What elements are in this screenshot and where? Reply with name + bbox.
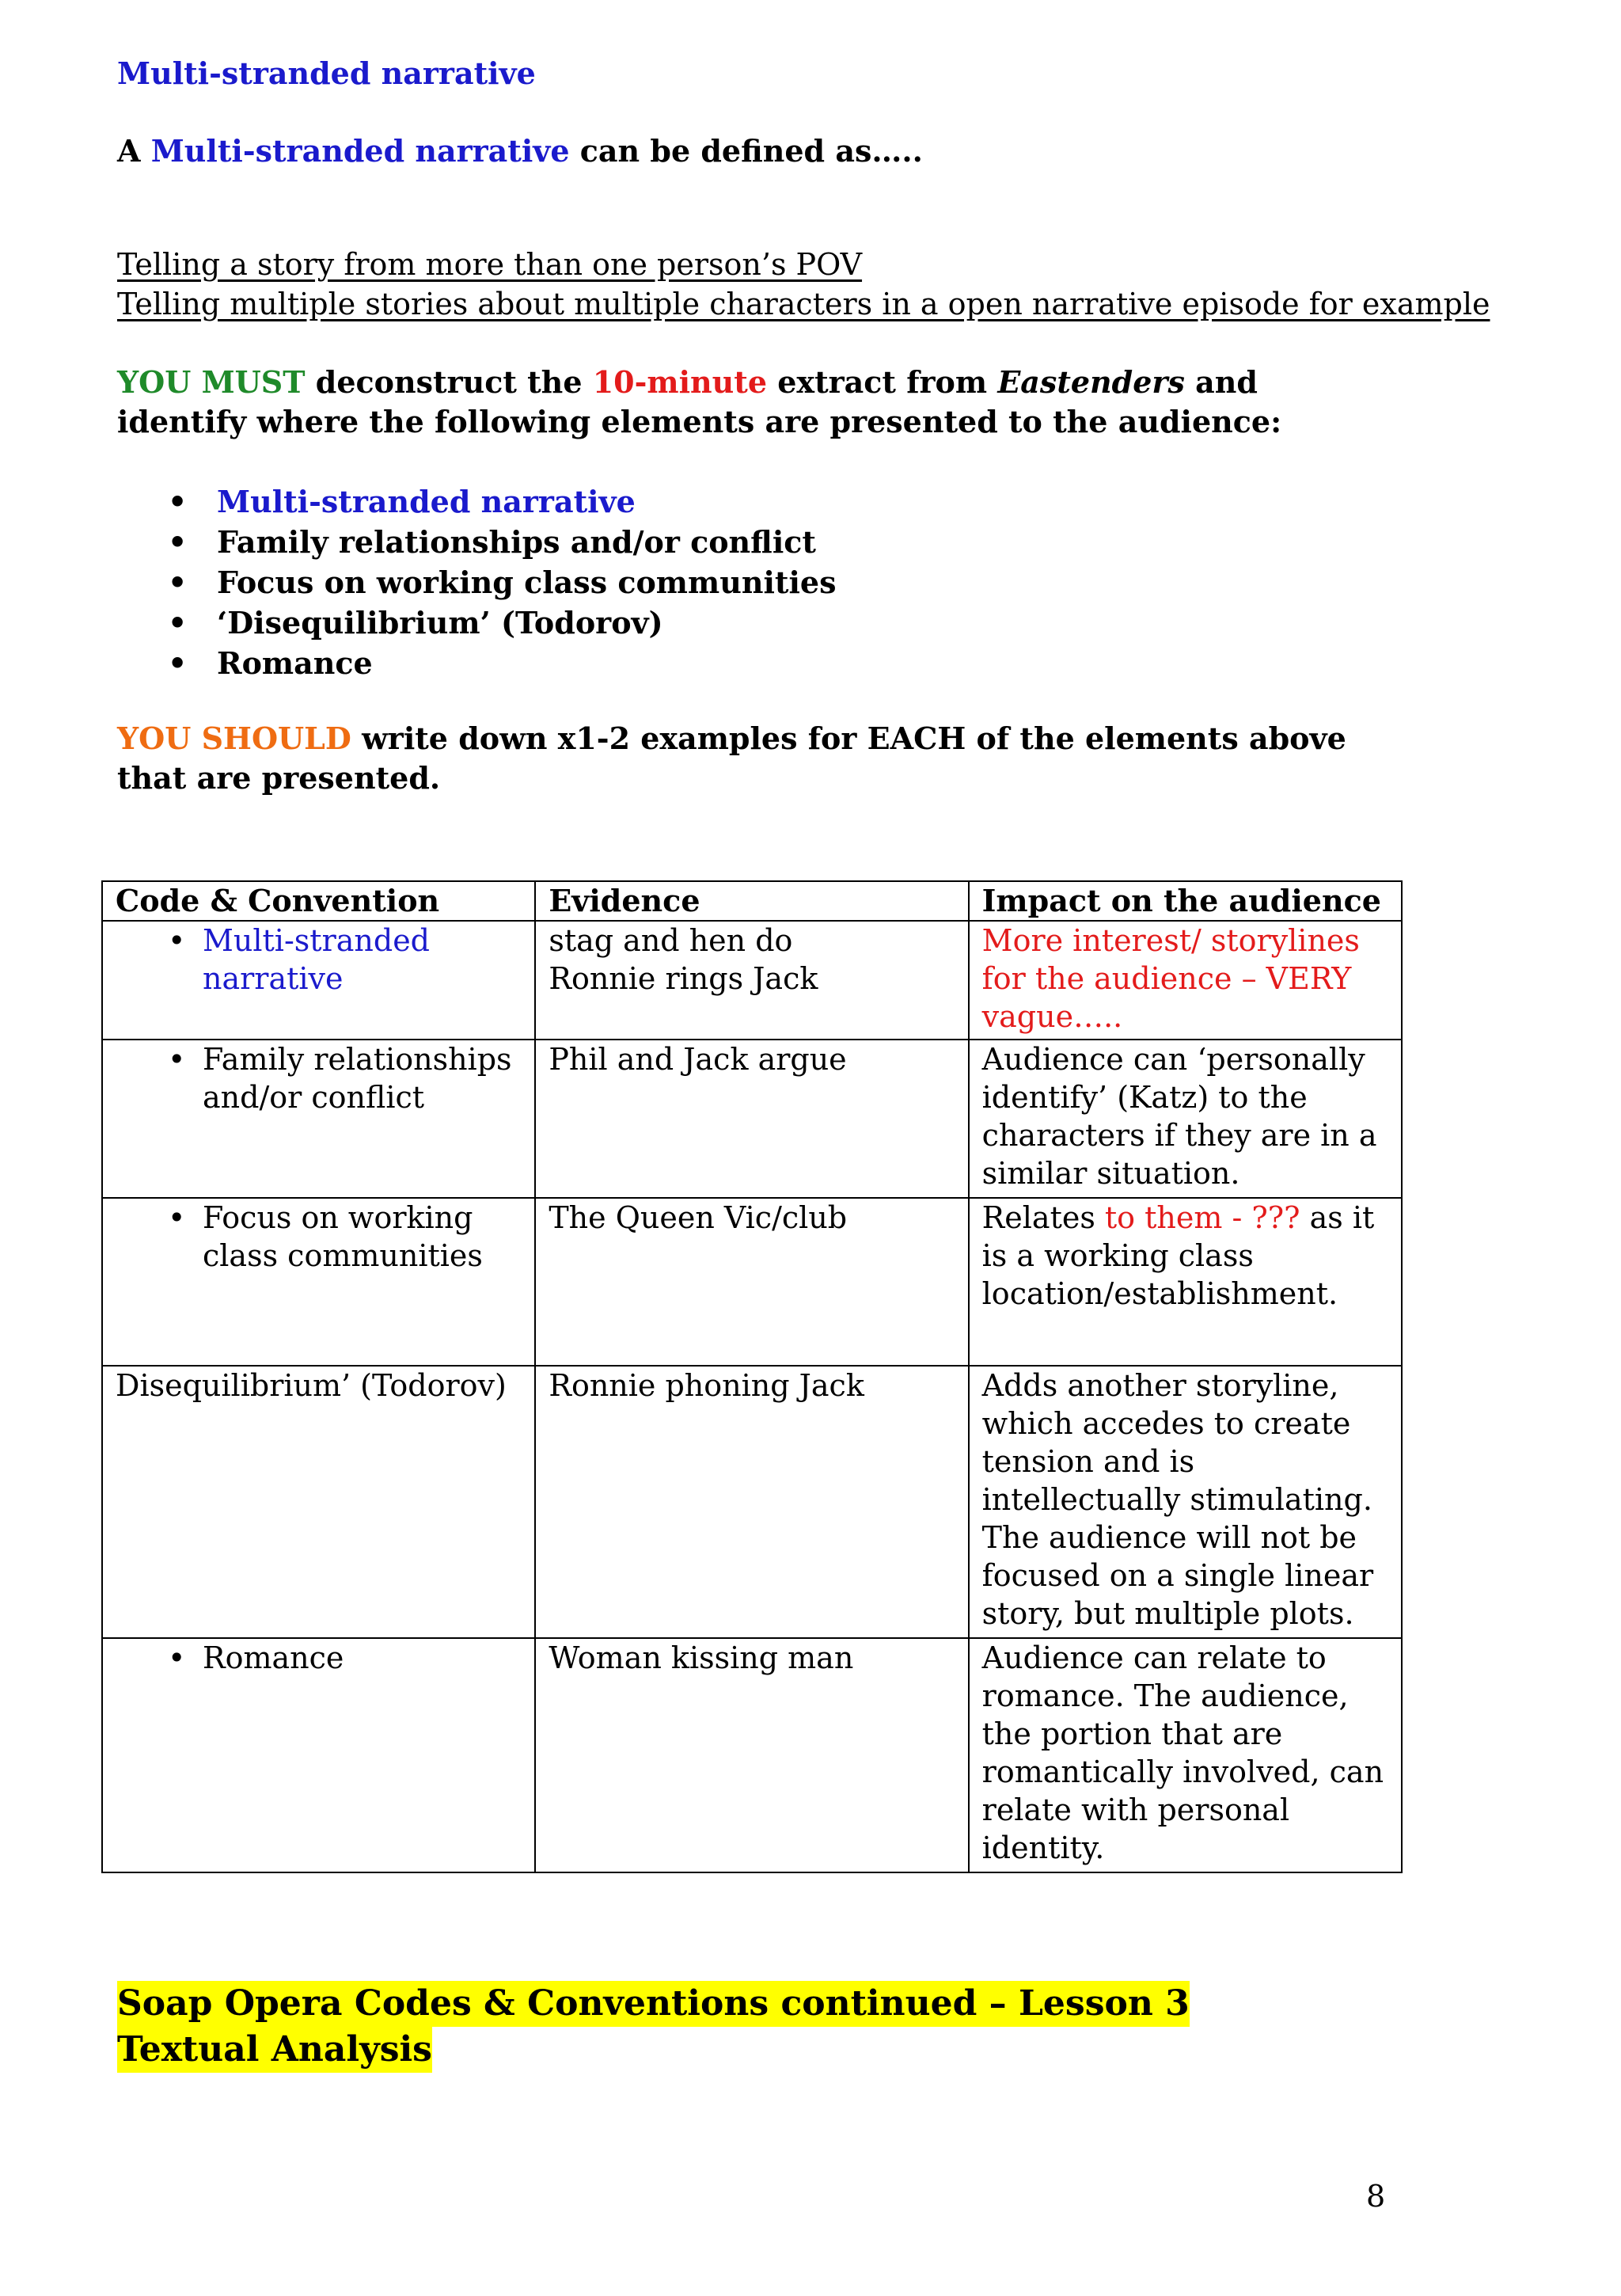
must-instruction [117, 363, 1384, 442]
must-text-3: and identify where the following elements are presented to the audience: [117, 364, 1282, 439]
code-cell [102, 1198, 535, 1366]
code-label: Family relationships and/or conflict [203, 1042, 512, 1115]
impact-text-2: as it is a working class location/establishment. [981, 1200, 1375, 1311]
should-instruction [117, 719, 1399, 798]
lesson-title-line-1: Soap Opera Codes & Conventions continued – Lesson 3 [117, 1981, 1190, 2027]
impact-cell: Adds another storyline, which accedes to create tension and is intellectually stimulating. The audience will not be focused on a single linear story, but multiple plots. [969, 1366, 1402, 1638]
code-label: Romance [203, 1640, 344, 1675]
section-heading: Multi-stranded narrative [117, 55, 536, 91]
impact-cell: Audience can relate to romance. The audience, the portion that are romantically involved, can relate with personal identity. [969, 1638, 1402, 1872]
list-item [117, 562, 836, 603]
list-item-label: ‘Disequilibrium’ (Todorov) [217, 605, 663, 641]
evidence-cell [535, 1040, 968, 1198]
table-row [102, 921, 1402, 1040]
impact-cell: More interest/ storylines for the audience – VERY vague….. [969, 921, 1402, 1040]
definition-line-2: Telling multiple stories about multiple characters in a open narrative episode for example [117, 287, 1490, 321]
lesson-title [117, 1981, 1190, 2073]
code-cell [102, 921, 535, 1040]
list-item [117, 643, 836, 683]
code-label: Disequilibrium’ (Todorov) [116, 1368, 507, 1403]
impact-cell [969, 1198, 1402, 1366]
impact-highlight: to them - ??? [1104, 1200, 1300, 1235]
should-text: write down x1-2 examples for EACH of the elements above that are presented. [117, 720, 1346, 796]
code-label: Multi-stranded narrative [203, 923, 431, 996]
column-header-evidence: Evidence [535, 881, 968, 921]
table-row [102, 1638, 1402, 1872]
bullet-icon: • [168, 564, 188, 600]
definition-prefix: A [117, 133, 151, 169]
list-item-label: Family relationships and/or conflict [217, 524, 816, 560]
list-item-label: Multi-stranded narrative [217, 484, 636, 519]
bullet-icon: • [168, 1200, 186, 1235]
bullet-icon: • [168, 1042, 186, 1077]
column-header-impact: Impact on the audience [969, 881, 1402, 921]
column-header-code: Code & Convention [102, 881, 535, 921]
analysis-table [101, 880, 1403, 1873]
bullet-icon: • [168, 645, 188, 681]
list-item [117, 522, 836, 562]
impact-cell: Audience can ‘personally identify’ (Katz) to the characters if they are in a similar situation. [969, 1040, 1402, 1198]
table-row [102, 1040, 1402, 1198]
evidence-line: Phil and Jack argue [549, 1042, 847, 1077]
bullet-icon: • [168, 923, 186, 958]
must-label: YOU MUST [117, 364, 306, 400]
bullet-icon: • [168, 1640, 186, 1675]
must-text-1: deconstruct the [305, 364, 593, 400]
evidence-cell [535, 1198, 968, 1366]
definition-suffix: can be defined as….. [569, 133, 923, 169]
definition-line-1: Telling a story from more than one person’s POV [117, 247, 863, 282]
evidence-line: stag and hen do [549, 923, 793, 958]
table-row [102, 1366, 1402, 1638]
evidence-cell [535, 1638, 968, 1872]
bullet-icon: • [168, 484, 188, 519]
bullet-icon: • [168, 524, 188, 560]
elements-list [117, 481, 836, 683]
impact-text-1: Relates [981, 1200, 1105, 1235]
table-header-row [102, 881, 1402, 921]
evidence-line: Woman kissing man [549, 1640, 854, 1675]
list-item-label: Focus on working class communities [217, 564, 837, 600]
evidence-line: Ronnie rings Jack [549, 961, 818, 996]
evidence-line: The Queen Vic/club [549, 1200, 848, 1235]
definition-prompt [117, 133, 923, 169]
code-label: Focus on working class communities [203, 1200, 483, 1273]
code-cell [102, 1638, 535, 1872]
code-cell [102, 1366, 535, 1638]
should-label: YOU SHOULD [117, 720, 351, 756]
page-number: 8 [1366, 2179, 1386, 2214]
evidence-line: Ronnie phoning Jack [549, 1368, 864, 1403]
must-text-2: extract from [767, 364, 998, 400]
lesson-title-line-2: Textual Analysis [117, 2027, 432, 2073]
code-cell [102, 1040, 535, 1198]
must-show-title: Eastenders [997, 364, 1185, 400]
evidence-cell [535, 921, 968, 1040]
list-item [117, 603, 836, 643]
definition-term: Multi-stranded narrative [150, 133, 570, 169]
must-highlight: 10-minute [592, 364, 768, 400]
bullet-icon: • [168, 605, 188, 641]
table-row [102, 1198, 1402, 1366]
list-item-label: Romance [217, 645, 373, 681]
list-item [117, 481, 836, 522]
evidence-cell [535, 1366, 968, 1638]
